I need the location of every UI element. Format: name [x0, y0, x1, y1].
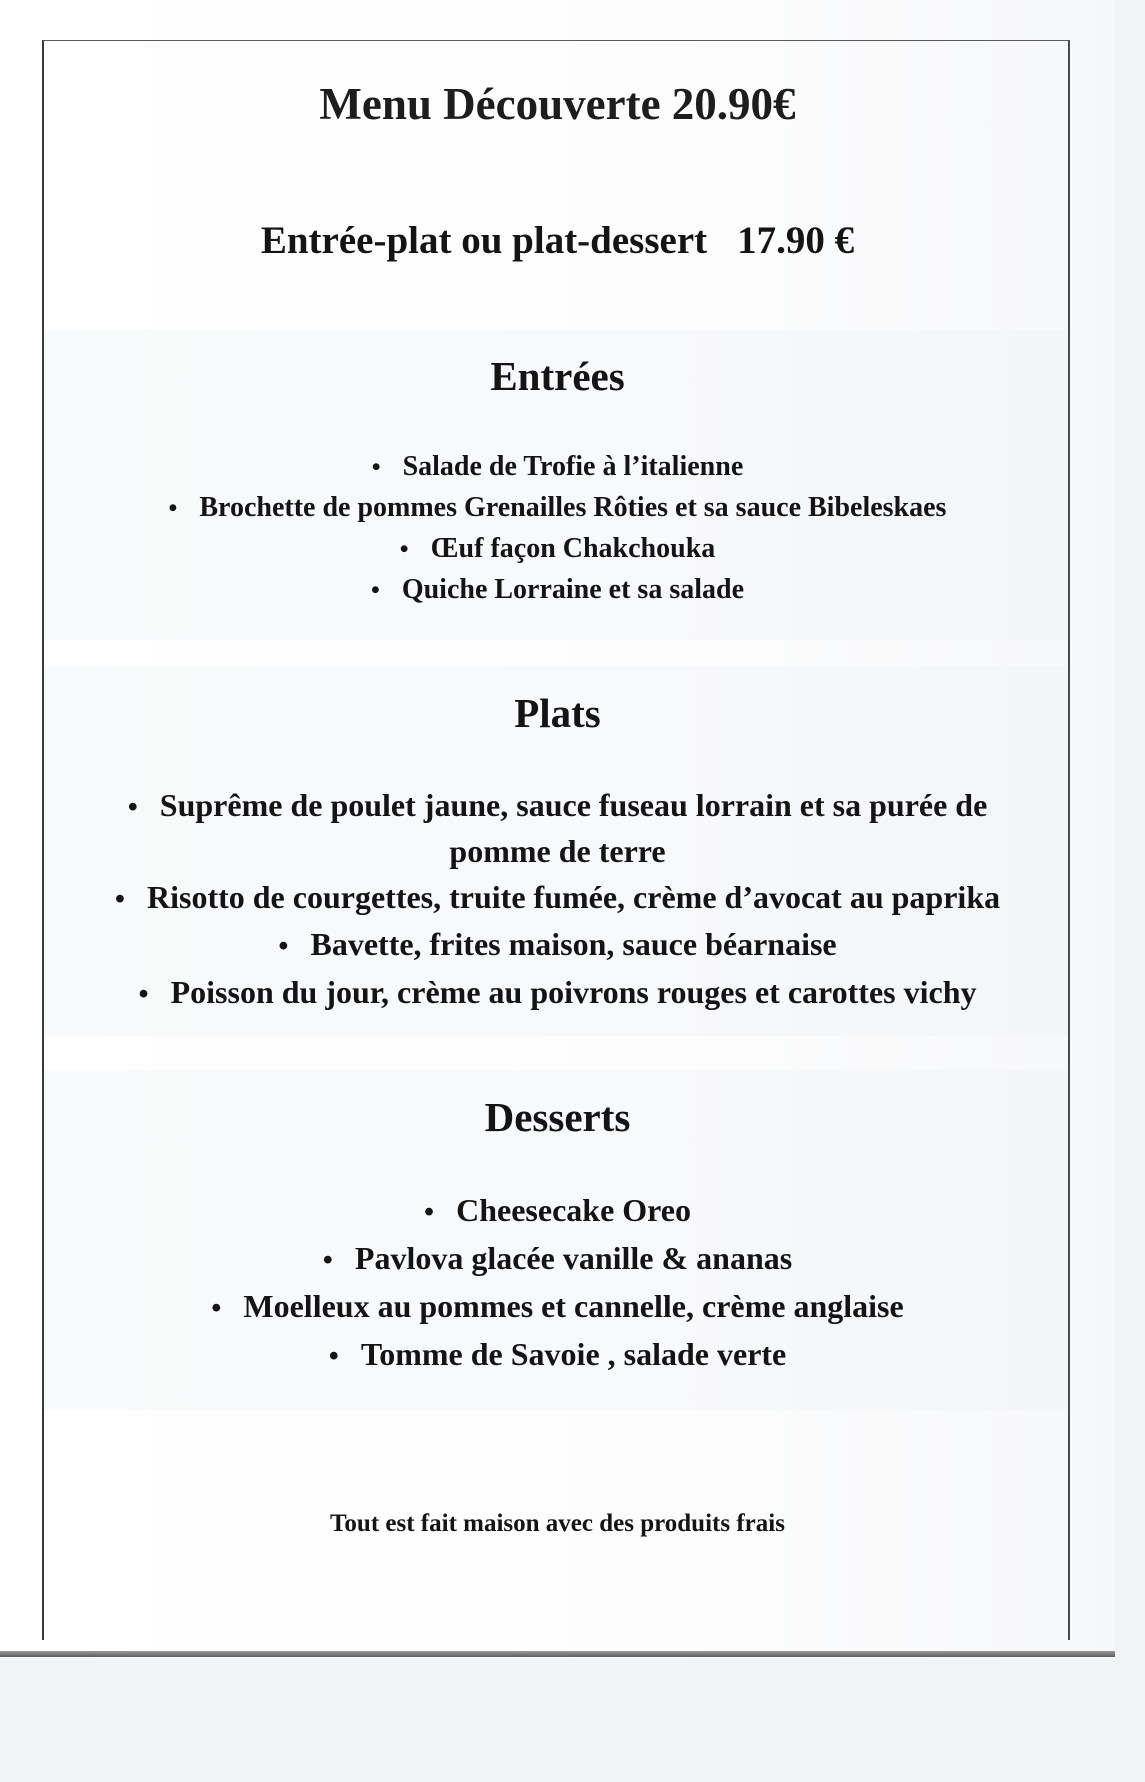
formula-label: Entrée-plat ou plat-dessert	[260, 219, 708, 262]
menu-subtitle	[0, 218, 1115, 263]
dish-name: Brochette de pommes Grenailles Rôties et sa sauce Bibeleskaes	[199, 492, 947, 523]
dish-name: Cheesecake Oreo	[456, 1192, 691, 1228]
list-item	[0, 1336, 1115, 1373]
list-item	[0, 1192, 1115, 1229]
dish-name: Quiche Lorraine et sa salade	[401, 574, 745, 605]
dish-name: Tomme de Savoie , salade verte	[360, 1336, 787, 1372]
dish-name: Moelleux au pommes et cannelle, crème anglaise	[243, 1288, 904, 1324]
list-item	[0, 492, 1115, 524]
bullet-icon: •	[127, 791, 138, 823]
dish-name: Salade de Trofie à l’italienne	[402, 451, 744, 482]
list-item	[0, 1288, 1115, 1325]
list-item	[0, 533, 1115, 565]
list-item	[0, 787, 1115, 824]
bullet-icon: •	[424, 1196, 435, 1228]
bullet-icon: •	[322, 1244, 333, 1276]
bullet-icon: •	[168, 495, 178, 522]
list-item	[0, 1240, 1115, 1277]
dish-name: Risotto de courgettes, truite fumée, crème d’avocat au paprika	[146, 879, 1001, 915]
dish-name: pomme de terre	[449, 833, 666, 869]
dish-name: Suprême de poulet jaune, sauce fuseau lorrain et sa purée de	[159, 787, 988, 823]
section-heading-desserts: Desserts	[484, 1094, 631, 1140]
section-heading-entrees: Entrées	[490, 353, 625, 399]
bullet-icon: •	[278, 930, 289, 962]
dish-name: Pavlova glacée vanille & ananas	[354, 1240, 793, 1276]
list-item	[0, 451, 1115, 483]
bullet-icon: •	[114, 883, 125, 915]
bullet-icon: •	[211, 1292, 222, 1324]
list-item	[0, 879, 1115, 916]
menu-title: Menu Découverte 20.90€	[319, 79, 796, 129]
dish-name: Poisson du jour, crème au poivrons rouges et carottes vichy	[170, 974, 977, 1010]
dish-name: Œuf façon Chakchouka	[430, 533, 716, 564]
list-item	[0, 974, 1115, 1011]
bullet-icon: •	[371, 454, 381, 481]
section-heading-plats: Plats	[514, 690, 601, 736]
page-bottom-edge	[0, 1651, 1115, 1657]
dish-name: Bavette, frites maison, sauce béarnaise	[310, 926, 837, 962]
bullet-icon: •	[370, 577, 380, 604]
bullet-icon: •	[399, 536, 409, 563]
bullet-icon: •	[328, 1340, 339, 1372]
formula-price: 17.90 €	[737, 219, 855, 262]
list-item	[0, 926, 1115, 963]
list-item	[0, 574, 1115, 606]
list-item-continuation	[0, 833, 1115, 870]
footer-note: Tout est fait maison avec des produits frais	[330, 1510, 785, 1537]
bullet-icon: •	[138, 978, 149, 1010]
